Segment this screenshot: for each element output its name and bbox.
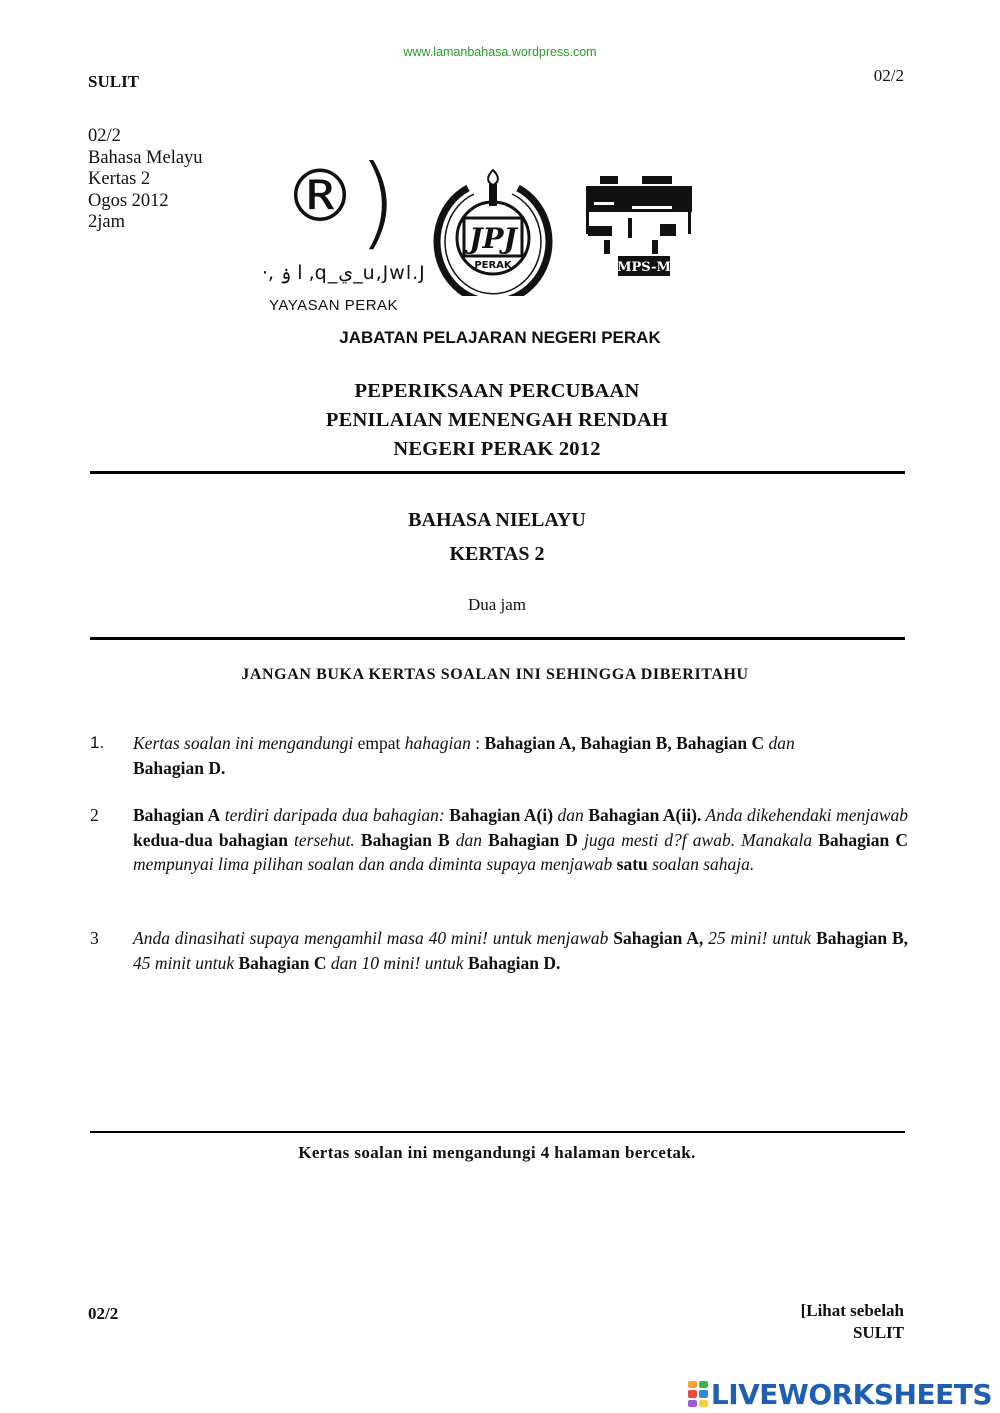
instruction-number: 2 — [90, 805, 99, 825]
liveworksheets-watermark[interactable] — [688, 1378, 992, 1410]
instruction-text: Kertas soalan ini mengandungi empat hahagian : Bahagian A, Bahagian B, Bahagian C dan Bahagian D. — [133, 733, 795, 778]
exam-title — [0, 377, 994, 464]
footer-paper-code: 02/2 — [88, 1304, 119, 1323]
source-url[interactable]: www.lamanbahasa.wordpress.com — [403, 45, 597, 59]
page-count-note: Kertas soalan ini mengandungi 4 halaman bercetak. — [298, 1143, 696, 1162]
seal-caption: PERAK — [474, 260, 512, 271]
logo-square — [688, 1390, 697, 1397]
instruction-2 — [90, 803, 908, 877]
logo-square — [688, 1381, 697, 1388]
liveworksheets-brand: LIVEWORKSHEETS — [710, 1377, 992, 1411]
paper-info-paper: Kertas 2 — [88, 169, 151, 189]
logo-paren: ) — [358, 143, 398, 260]
paper-info-block — [88, 126, 203, 234]
yayasan-perak-label: YAYASAN PERAK — [269, 297, 399, 314]
mps-logo-icon — [584, 172, 698, 280]
footer-classification: SULIT — [852, 1323, 904, 1342]
seal-letters: JPJ — [469, 222, 517, 255]
logo-square — [688, 1400, 697, 1407]
exam-title-line: PEPERIKSAAN PERCUBAAN — [354, 380, 640, 402]
instruction-1 — [90, 731, 908, 780]
warning-notice: JANGAN BUKA KERTAS SOALAN INI SEHINGGA DIBERITAHU — [241, 666, 749, 683]
jpn-perak-seal-icon — [430, 166, 556, 296]
duration-text: Dua jam — [467, 595, 527, 614]
mps-label: MPS-M — [617, 260, 671, 275]
instruction-number: 3 — [90, 928, 99, 948]
see-over-label: [Lihat sebelah — [800, 1301, 904, 1320]
instruction-text: Anda dinasihati supaya mengamhil masa 40 mini! untuk menjawab Sahagian A, 25 mini! untuk Bahagian B, 45 minit untuk Bahagian C dan 10 mini! untuk Bahagian D. — [133, 928, 908, 973]
subject-title: BAHASA NIELAYU — [408, 509, 586, 531]
exam-title-line: NEGERI PERAK 2012 — [393, 438, 601, 460]
logo-square — [699, 1381, 708, 1388]
logo-garbled-text: ·, ا ۏ ,q_ي_u,Jwl.J — [262, 262, 426, 284]
paper-info-date: Ogos 2012 — [88, 190, 169, 211]
classification-label: SULIT — [88, 72, 140, 91]
paper-info-duration: 2jam — [88, 212, 125, 232]
instruction-text: Bahagian A terdiri daripada dua bahagian: Bahagian A(i) dan Bahagian A(ii). Anda dikehendaki menjawab kedua-dua bahagian tersehut. Bahagian B dan Bahagian D juga mesti d?f awab. Manakala Bahagian C mempunyai lima pilihan soalan dan anda diminta supaya menjawab satu soalan sahaja. — [133, 805, 908, 874]
department-name: JABATAN PELAJARAN NEGERI PERAK — [339, 328, 661, 347]
footer-right — [801, 1300, 904, 1344]
divider — [90, 637, 905, 640]
paper-title: KERTAS 2 — [449, 543, 545, 565]
logo-square — [699, 1390, 708, 1397]
instruction-number: 1. — [90, 733, 105, 752]
liveworksheets-logo-icon — [688, 1381, 708, 1407]
exam-title-line: PENILAIAN MENENGAH RENDAH — [325, 409, 669, 431]
instruction-3 — [90, 926, 908, 975]
divider — [90, 471, 905, 474]
registered-mark-logo: ® — [284, 154, 356, 238]
paper-code-top: 02/2 — [873, 66, 904, 85]
divider — [90, 1131, 905, 1133]
paper-info-subject: Bahasa Melayu — [88, 147, 203, 168]
paper-info-code: 02/2 — [88, 126, 121, 146]
logo-square — [699, 1400, 708, 1407]
